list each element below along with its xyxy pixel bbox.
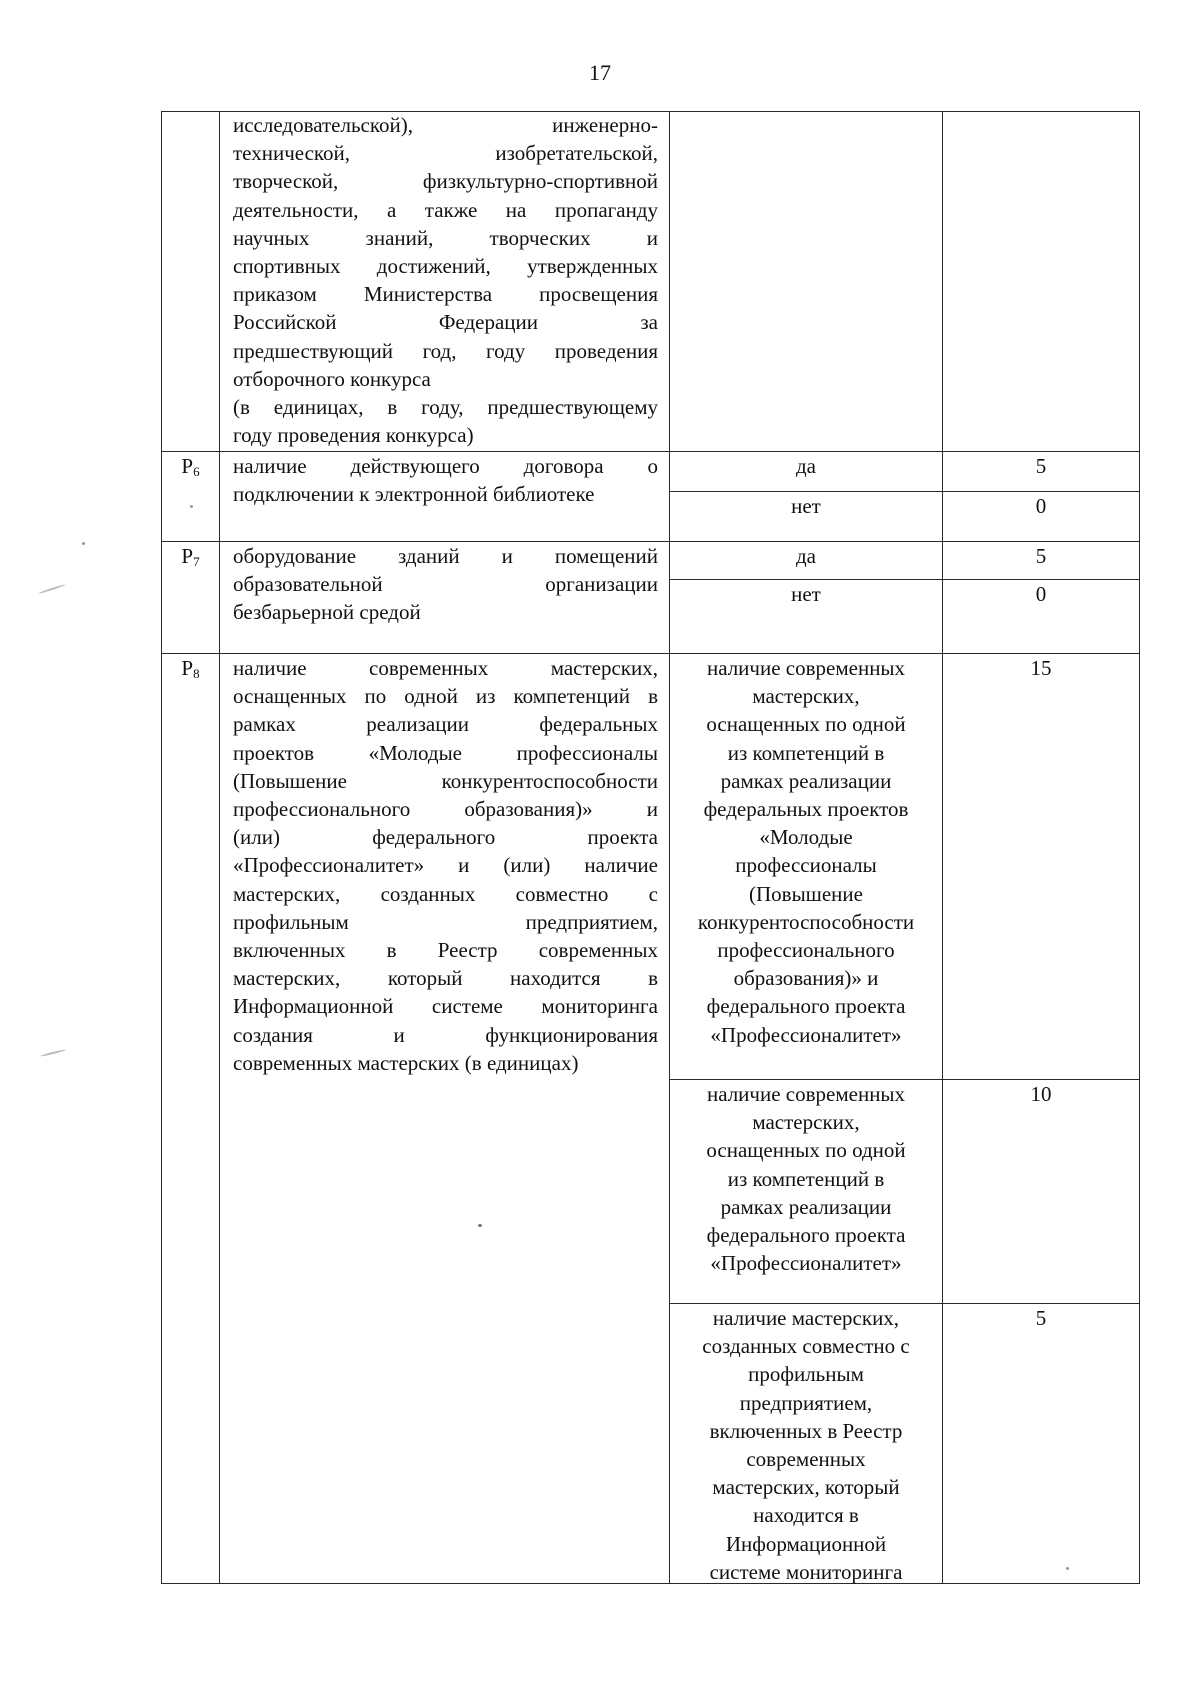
text-line: из компетенций в [727,740,885,765]
text-line: профильным [748,1362,864,1387]
text-line: создания и функционирования [233,1022,658,1047]
text-line: федерального проекта [706,1223,906,1248]
page-number: 17 [589,60,611,85]
text-line: профессионального [717,938,895,963]
text-line: подключении к электронной библиотеке [233,482,595,507]
row-p7-points-no: 0 [1035,582,1047,606]
text-line: «Профессионалитет» [710,1251,902,1276]
text-line: созданных совместно с [702,1334,910,1359]
text-line: включенных в Реестр современных [233,938,658,963]
text-line: системе мониторинга [709,1559,903,1584]
text-line: Российской Федерации за [233,310,658,335]
text-line: безбарьерной средой [233,600,421,625]
text-line: современных мастерских (в единицах) [233,1050,579,1075]
text-line: деятельности, а также на пропаганду [233,197,658,222]
scan-speck [40,1049,66,1057]
criterion-label: да [795,544,816,568]
table-bottom-border [161,1583,1140,1584]
text-line: рамках реализации федеральных [233,712,658,737]
text-line: проектов «Молодые профессионалы [233,740,658,765]
code-subscript: 8 [193,666,200,681]
row-p6-code [161,452,220,486]
text-line: «Профессионалитет» и (или) наличие [233,853,658,878]
row-p6-criterion-yes [669,452,943,480]
row-p6-points-yes: 5 [1035,454,1047,478]
scan-speck [38,584,65,595]
text-line: оснащенных по одной [706,712,906,737]
text-line: «Молодые [759,825,853,850]
text-line: Информационной [725,1531,887,1556]
scan-speck [190,505,193,508]
row-p7-code [161,542,220,576]
text-line: научных знаний, творческих и [233,225,658,250]
text-line: образовательной организации [233,572,658,597]
text-line: наличие действующего договора о [233,454,658,478]
row-p8-points-1: 15 [1030,656,1052,680]
text-line: образования)» и [733,966,879,991]
text-line: предшествующий год, году проведения [233,338,658,363]
text-line: включенных в Реестр [709,1418,903,1443]
text-line: приказом Министерства просвещения [233,282,658,307]
text-line: мастерских, созданных совместно с [233,881,658,906]
row-p8-points-2: 10 [1030,1082,1052,1106]
row-p7-description [233,542,658,627]
code-subscript: 6 [193,464,200,479]
text-line: конкурентоспособности [697,909,915,934]
text-line: находится в [753,1503,859,1528]
criterion-label: да [795,454,816,478]
text-line: творческой, физкультурно-спортивной [233,169,658,194]
text-line: оснащенных по одной из компетенций в [233,684,658,709]
text-line: федеральных проектов [703,797,909,822]
text-line: рамках реализации [720,768,892,793]
text-line: исследовательской), инженерно- [233,113,658,137]
text-line: из компетенций в [727,1166,885,1191]
table-left-border [161,111,162,1584]
row-p7-points-yes: 5 [1035,544,1047,568]
text-line: (Повышение конкурентоспособности [233,768,658,793]
row-p8-points-3: 5 [1035,1306,1047,1330]
row-p8-description [233,654,658,1077]
continued-row-description [233,111,658,449]
code-subscript: 7 [193,554,200,569]
row-p8-code [161,654,220,688]
text-line: профессионалы [735,853,877,878]
criterion-label: нет [791,494,821,518]
text-line: наличие современных [706,656,906,680]
table-right-border [1139,111,1140,1584]
row-p6-criterion-no [669,492,943,520]
row-p8-criterion-3 [669,1304,943,1586]
text-line: отборочного конкурса [233,366,431,391]
text-line: (или) федерального проекта [233,825,658,850]
scan-speck [478,1224,482,1227]
text-line: рамках реализации [720,1194,892,1219]
row-p6-points-no: 0 [1035,494,1047,518]
text-line: мастерских, который [712,1475,900,1500]
row-p8-criterion-1 [669,654,943,1049]
text-line: оснащенных по одной [706,1138,906,1163]
row-p6-description [233,452,658,508]
text-line: наличие мастерских, [712,1306,900,1330]
row-p8-criterion-2 [669,1080,943,1277]
text-line: мастерских, [752,684,860,709]
text-line: «Профессионалитет» [710,1022,902,1047]
code-letter: Р [181,544,194,568]
row-p7-criterion-yes [669,542,943,570]
text-line: профессионального образования)» и [233,797,658,822]
scan-speck [82,542,85,545]
code-column-border [219,111,220,1584]
text-line: спортивных достижений, утвержденных [233,254,658,279]
code-letter: Р [181,656,194,680]
text-line: федерального проекта [706,994,906,1019]
text-line: (Повышение [749,881,863,906]
text-line: предприятием, [739,1390,873,1415]
text-line: (в единицах, в году, предшествующему [233,395,658,420]
criterion-label: нет [791,582,821,606]
text-line: технической, изобретательской, [233,141,658,166]
text-line: мастерских, который находится в [233,966,658,991]
code-letter: Р [181,454,194,478]
scan-speck [1066,1567,1069,1570]
text-line: году проведения конкурса) [233,423,474,448]
text-line: наличие современных мастерских, [233,656,658,680]
text-line: современных [746,1447,866,1472]
text-line: Информационной системе мониторинга [233,994,658,1019]
text-line: профильным предприятием, [233,909,658,934]
text-line: мастерских, [752,1110,860,1135]
row-p7-criterion-no [669,580,943,608]
text-line: оборудование зданий и помещений [233,544,658,568]
text-line: наличие современных [706,1082,906,1106]
